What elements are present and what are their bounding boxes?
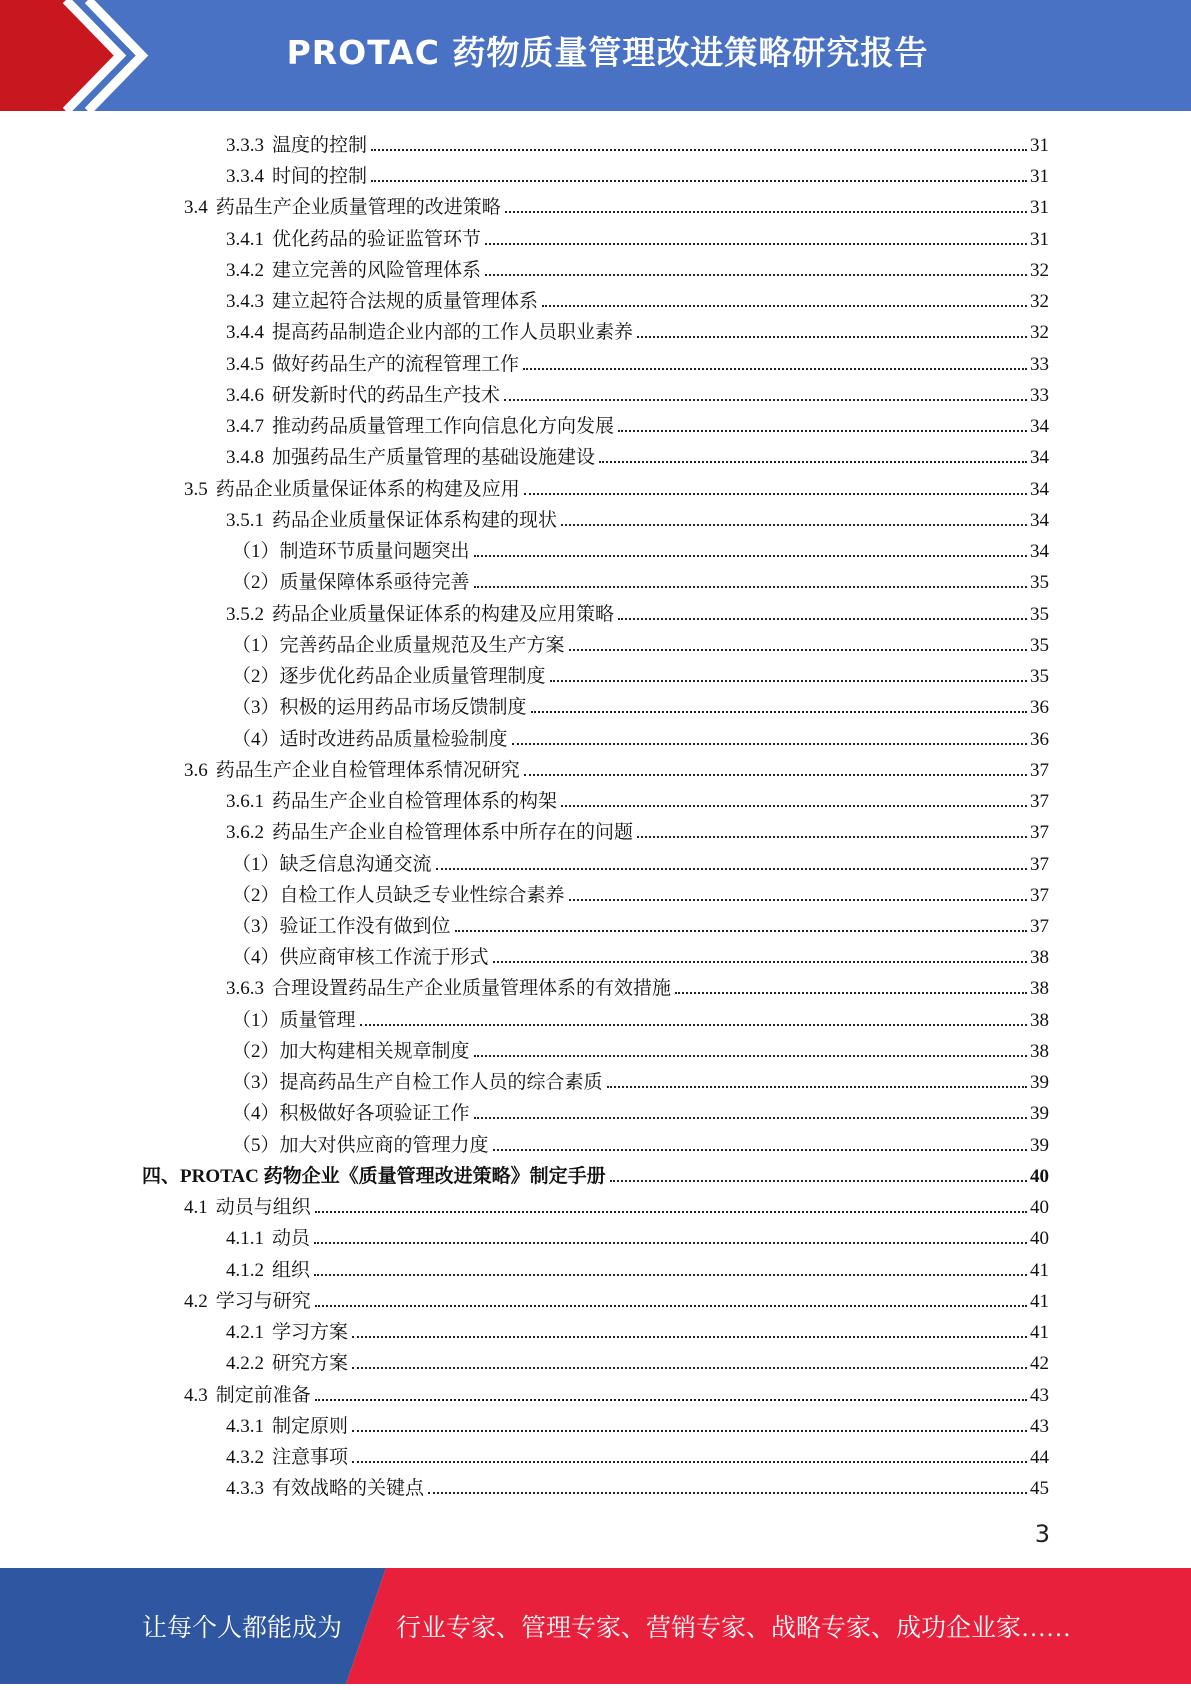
toc-entry-title: 建立完善的风险管理体系 [272, 260, 482, 281]
toc-dot-leader [474, 586, 1027, 588]
toc-dot-leader [607, 1086, 1027, 1088]
toc-entry[interactable] [226, 969, 1049, 1000]
toc-entry-number: 3.4.8 [226, 447, 264, 468]
toc-entry-number: 4.2.2 [226, 1353, 264, 1374]
toc-entry-page: 34 [1030, 510, 1049, 531]
toc-entry[interactable] [226, 282, 1049, 313]
toc-entry-number: 3.6.2 [226, 822, 264, 843]
toc-entry[interactable] [226, 345, 1049, 376]
toc-entry[interactable] [226, 313, 1049, 344]
toc-dot-leader [561, 524, 1027, 526]
toc-entry-title: 加强药品生产质量管理的基础设施建设 [272, 447, 596, 468]
toc-entry-number: 4.3.3 [226, 1478, 264, 1499]
toc-dot-leader [371, 180, 1027, 182]
toc-entry-title: PROTAC 药物企业《质量管理改进策略》制定手册 [180, 1166, 606, 1187]
toc-entry-number: （5） [232, 1135, 280, 1156]
toc-entry-title: 组织 [272, 1260, 311, 1281]
toc-dot-leader [599, 461, 1027, 463]
toc-entry-title: 推动药品质量管理工作向信息化方向发展 [272, 416, 615, 437]
toc-entry-title: 优化药品的验证监管环节 [272, 229, 482, 250]
toc-entry[interactable] [226, 126, 1049, 157]
toc-entry-page: 34 [1030, 479, 1049, 500]
toc-entry-number: （3） [232, 1072, 280, 1093]
toc-entry-number: 3.3.3 [226, 135, 264, 156]
toc-entry-number: （4） [232, 1103, 280, 1124]
toc-entry-page: 33 [1030, 354, 1049, 375]
toc-entry-page: 32 [1030, 260, 1049, 281]
toc-entry-number: （2） [232, 1041, 280, 1062]
toc-dot-leader [618, 430, 1027, 432]
toc-entry-number: （2） [232, 885, 280, 906]
toc-entry-number: 3.3.4 [226, 166, 264, 187]
toc-dot-leader [637, 336, 1027, 338]
toc-entry-title: 缺乏信息沟通交流 [279, 854, 432, 875]
footer-slogan: 让每个人都能成为 [142, 1615, 343, 1642]
toc-entry-page: 31 [1030, 229, 1049, 250]
toc-entry[interactable] [142, 1157, 1049, 1188]
toc-entry-number: 四、 [142, 1166, 181, 1187]
toc-entry-number: 4.2.1 [226, 1322, 264, 1343]
toc-dot-leader [485, 243, 1027, 245]
toc-entry-number: 3.5 [184, 479, 208, 500]
toc-dot-leader [360, 1024, 1027, 1026]
toc-entry-page: 37 [1030, 822, 1049, 843]
document-title: PROTAC 药物质量管理改进策略研究报告 [286, 33, 929, 72]
toc-entry-number: 4.3 [184, 1385, 208, 1406]
toc-dot-leader [485, 274, 1027, 276]
toc-entry-page: 39 [1030, 1103, 1049, 1124]
page-footer [0, 1568, 1191, 1684]
toc-dot-leader [428, 1492, 1027, 1494]
toc-entry[interactable] [184, 1282, 1049, 1313]
toc-entry-number: 4.3.1 [226, 1416, 264, 1437]
toc-entry-title: 研发新时代的药品生产技术 [272, 385, 501, 406]
toc-entry-number: 4.1 [184, 1197, 208, 1218]
toc-entry-page: 41 [1030, 1260, 1049, 1281]
toc-entry-page: 34 [1030, 447, 1049, 468]
toc-entry-title: 制定原则 [272, 1416, 349, 1437]
toc-entry-page: 33 [1030, 385, 1049, 406]
toc-entry-title: 质量保障体系亟待完善 [279, 572, 470, 593]
toc-entry[interactable] [232, 532, 1049, 563]
toc-entry[interactable] [232, 876, 1049, 907]
toc-entry[interactable] [226, 407, 1049, 438]
toc-entry-number: （2） [232, 666, 280, 687]
toc-entry-title: 供应商审核工作流于形式 [279, 947, 489, 968]
toc-entry[interactable] [226, 1219, 1049, 1250]
toc-entry-title: 质量管理 [279, 1010, 356, 1031]
toc-entry-page: 44 [1030, 1447, 1049, 1468]
toc-entry-page: 31 [1030, 166, 1049, 187]
toc-entry-number: （3） [232, 916, 280, 937]
toc-dot-leader [542, 305, 1027, 307]
toc-entry[interactable] [226, 1438, 1049, 1469]
toc-entry-title: 积极的运用药品市场反馈制度 [279, 697, 527, 718]
toc-entry[interactable] [184, 751, 1049, 782]
toc-entry-number: 3.6 [184, 760, 208, 781]
toc-dot-leader [512, 743, 1027, 745]
toc-entry[interactable] [232, 657, 1049, 688]
toc-entry[interactable] [232, 626, 1049, 657]
toc-entry-page: 32 [1030, 322, 1049, 343]
toc-dot-leader [561, 805, 1027, 807]
toc-entry-number: （2） [232, 572, 280, 593]
toc-entry-page: 43 [1030, 1385, 1049, 1406]
toc-entry[interactable] [226, 1407, 1049, 1438]
toc-entry-page: 40 [1030, 1166, 1049, 1187]
toc-entry-number: （4） [232, 729, 280, 750]
toc-entry-number: 3.4 [184, 197, 208, 218]
toc-entry[interactable] [226, 501, 1049, 532]
toc-entry-number: （3） [232, 697, 280, 718]
toc-entry-number: 3.5.2 [226, 604, 264, 625]
toc-dot-leader [352, 1461, 1027, 1463]
toc-entry-title: 逐步优化药品企业质量管理制度 [279, 666, 546, 687]
toc-entry-title: 药品生产企业质量管理的改进策略 [215, 197, 501, 218]
toc-entry-title: 积极做好各项验证工作 [279, 1103, 470, 1124]
toc-entry[interactable] [226, 813, 1049, 844]
toc-entry-title: 药品企业质量保证体系的构建及应用策略 [272, 604, 615, 625]
toc-entry-page: 34 [1030, 416, 1049, 437]
toc-dot-leader [675, 992, 1027, 994]
toc-entry[interactable] [184, 1376, 1049, 1407]
toc-dot-leader [315, 1211, 1027, 1213]
toc-dot-leader [314, 1274, 1027, 1276]
toc-entry-page: 36 [1030, 729, 1049, 750]
toc-entry-number: 4.1.1 [226, 1228, 264, 1249]
toc-dot-leader [569, 649, 1027, 651]
page-number: 3 [1034, 1520, 1050, 1548]
toc-entry-page: 38 [1030, 978, 1049, 999]
toc-entry-title: 药品生产企业自检管理体系中所存在的问题 [272, 822, 634, 843]
toc-entry-title: 研究方案 [272, 1353, 349, 1374]
toc-entry-page: 40 [1030, 1228, 1049, 1249]
toc-dot-leader [524, 493, 1027, 495]
toc-entry-title: 动员 [272, 1228, 311, 1249]
toc-entry-number: 4.2 [184, 1291, 208, 1312]
toc-dot-leader [352, 1430, 1027, 1432]
toc-entry-page: 43 [1030, 1416, 1049, 1437]
toc-entry-page: 32 [1030, 291, 1049, 312]
footer-roles: 行业专家、管理专家、营销专家、战略专家、成功企业家…… [396, 1615, 1072, 1642]
toc-entry[interactable] [226, 1344, 1049, 1375]
toc-dot-leader [493, 1149, 1027, 1151]
toc-entry[interactable] [226, 595, 1049, 626]
toc-entry-number: 3.4.4 [226, 322, 264, 343]
toc-dot-leader [505, 211, 1027, 213]
toc-entry-page: 37 [1030, 791, 1049, 812]
toc-entry[interactable] [184, 470, 1049, 501]
toc-dot-leader [493, 961, 1027, 963]
toc-entry-number: 3.4.5 [226, 354, 264, 375]
toc-entry-title: 提高药品生产自检工作人员的综合素质 [279, 1072, 603, 1093]
toc-entry-title: 加大对供应商的管理力度 [279, 1135, 489, 1156]
toc-entry[interactable] [226, 1251, 1049, 1282]
toc-entry[interactable] [232, 1001, 1049, 1032]
toc-entry-page: 37 [1030, 854, 1049, 875]
toc-entry[interactable] [232, 1032, 1049, 1063]
toc-entry[interactable] [232, 1063, 1049, 1094]
toc-dot-leader [315, 1305, 1027, 1307]
toc-dot-leader [474, 555, 1027, 557]
toc-entry-title: 制造环节质量问题突出 [279, 541, 470, 562]
toc-entry-number: 4.3.2 [226, 1447, 264, 1468]
toc-entry-number: 4.1.2 [226, 1260, 264, 1281]
toc-entry-number: 3.6.3 [226, 978, 264, 999]
toc-dot-leader [524, 774, 1027, 776]
toc-entry[interactable] [226, 157, 1049, 188]
toc-entry-page: 37 [1030, 916, 1049, 937]
toc-entry[interactable] [232, 563, 1049, 594]
toc-entry-number: 3.4.2 [226, 260, 264, 281]
toc-entry-page: 37 [1030, 885, 1049, 906]
toc-entry-title: 加大构建相关规章制度 [279, 1041, 470, 1062]
toc-entry[interactable] [226, 220, 1049, 251]
toc-dot-leader [371, 149, 1027, 151]
toc-entry-title: 药品企业质量保证体系的构建及应用 [215, 479, 520, 500]
toc-entry[interactable] [226, 1313, 1049, 1344]
toc-entry-page: 42 [1030, 1353, 1049, 1374]
toc-dot-leader [637, 836, 1027, 838]
toc-entry-title: 做好药品生产的流程管理工作 [272, 354, 520, 375]
toc-entry-title: 制定前准备 [215, 1385, 311, 1406]
page-header [0, 0, 1191, 111]
toc-entry[interactable] [232, 1126, 1049, 1157]
toc-entry-number: （1） [232, 1010, 280, 1031]
toc-entry-number: （1） [232, 854, 280, 875]
toc-entry[interactable] [226, 438, 1049, 469]
toc-entry[interactable] [226, 251, 1049, 282]
toc-entry-page: 31 [1030, 197, 1049, 218]
toc-dot-leader [352, 1336, 1027, 1338]
toc-entry-title: 适时改进药品质量检验制度 [279, 729, 508, 750]
toc-dot-leader [531, 711, 1027, 713]
toc-entry-page: 39 [1030, 1072, 1049, 1093]
toc-entry-page: 35 [1030, 635, 1049, 656]
toc-entry-title: 药品生产企业自检管理体系的构架 [272, 791, 558, 812]
toc-entry-page: 35 [1030, 604, 1049, 625]
toc-dot-leader [610, 1180, 1027, 1182]
toc-dot-leader [618, 618, 1027, 620]
toc-entry-title: 完善药品企业质量规范及生产方案 [279, 635, 565, 656]
toc-entry-page: 31 [1030, 135, 1049, 156]
toc-entry-number: 3.6.1 [226, 791, 264, 812]
toc-entry-title: 合理设置药品生产企业质量管理体系的有效措施 [272, 978, 672, 999]
toc-entry[interactable] [226, 1469, 1049, 1500]
toc-entry-title: 有效战略的关键点 [272, 1478, 425, 1499]
toc-entry-title: 药品生产企业自检管理体系情况研究 [215, 760, 520, 781]
toc-entry-number: （1） [232, 541, 280, 562]
toc-entry-title: 注意事项 [272, 1447, 349, 1468]
toc-dot-leader [550, 680, 1027, 682]
toc-dot-leader [314, 1242, 1027, 1244]
toc-entry-number: 3.4.7 [226, 416, 264, 437]
toc-entry-number: （4） [232, 947, 280, 968]
toc-entry[interactable] [232, 688, 1049, 719]
toc-dot-leader [504, 399, 1027, 401]
toc-entry-title: 验证工作没有做到位 [279, 916, 451, 937]
toc-entry-page: 45 [1030, 1478, 1049, 1499]
toc-entry-number: 3.4.1 [226, 229, 264, 250]
toc-entry-page: 34 [1030, 541, 1049, 562]
toc-entry-page: 38 [1030, 947, 1049, 968]
toc-entry-title: 学习方案 [272, 1322, 349, 1343]
toc-dot-leader [523, 368, 1027, 370]
toc-entry-number: 3.4.3 [226, 291, 264, 312]
toc-dot-leader [315, 1399, 1027, 1401]
toc-dot-leader [436, 868, 1027, 870]
toc-entry[interactable] [226, 782, 1049, 813]
toc-entry-title: 温度的控制 [272, 135, 368, 156]
toc-entry[interactable] [226, 376, 1049, 407]
toc-entry-number: （1） [232, 635, 280, 656]
toc-entry-page: 41 [1030, 1291, 1049, 1312]
toc-entry-page: 38 [1030, 1041, 1049, 1062]
toc-entry[interactable] [232, 1094, 1049, 1125]
toc-entry-title: 药品企业质量保证体系构建的现状 [272, 510, 558, 531]
toc-dot-leader [352, 1367, 1027, 1369]
toc-entry-title: 建立起符合法规的质量管理体系 [272, 291, 539, 312]
toc-entry-page: 39 [1030, 1135, 1049, 1156]
toc-entry[interactable] [232, 907, 1049, 938]
toc-entry-title: 时间的控制 [272, 166, 368, 187]
toc-entry-page: 41 [1030, 1322, 1049, 1343]
toc-entry-title: 学习与研究 [215, 1291, 311, 1312]
toc-entry[interactable] [184, 188, 1049, 219]
toc-entry-title: 动员与组织 [215, 1197, 311, 1218]
toc-entry[interactable] [232, 720, 1049, 751]
toc-entry-page: 37 [1030, 760, 1049, 781]
toc-dot-leader [455, 930, 1027, 932]
toc-entry-title: 自检工作人员缺乏专业性综合素养 [279, 885, 565, 906]
toc-entry[interactable] [232, 938, 1049, 969]
toc-dot-leader [474, 1055, 1027, 1057]
toc-dot-leader [474, 1117, 1027, 1119]
toc-entry-number: 3.5.1 [226, 510, 264, 531]
toc-entry-page: 40 [1030, 1197, 1049, 1218]
toc-entry-page: 35 [1030, 572, 1049, 593]
toc-entry-title: 提高药品制造企业内部的工作人员职业素养 [272, 322, 634, 343]
toc-entry[interactable] [184, 1188, 1049, 1219]
toc-entry-page: 38 [1030, 1010, 1049, 1031]
toc-entry-number: 3.4.6 [226, 385, 264, 406]
toc-entry-page: 36 [1030, 697, 1049, 718]
toc-entry-page: 35 [1030, 666, 1049, 687]
toc-dot-leader [569, 899, 1027, 901]
toc-entry[interactable] [232, 845, 1049, 876]
